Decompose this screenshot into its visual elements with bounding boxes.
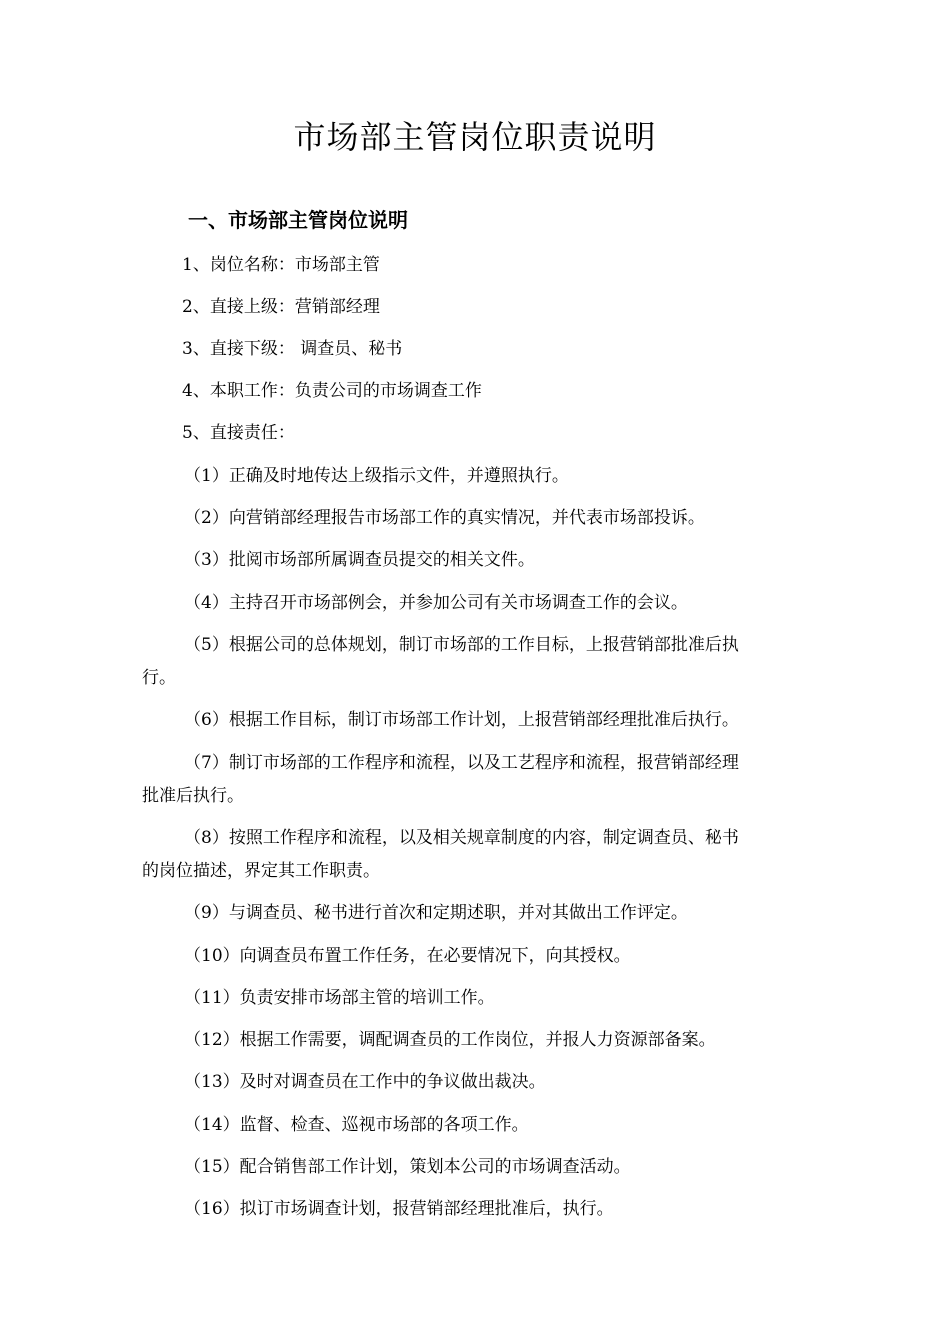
duty-item: （6）根据工作目标，制订市场部工作计划，上报营销部经理批准后执行。 bbox=[184, 710, 739, 730]
duty-item: （9）与调查员、秘书进行首次和定期述职，并对其做出工作评定。 bbox=[184, 903, 688, 923]
duty-item-continuation: 行。 bbox=[142, 668, 176, 688]
duty-item: （14）监督、检查、巡视市场部的各项工作。 bbox=[184, 1115, 529, 1135]
duty-item: （11）负责安排市场部主管的培训工作。 bbox=[184, 988, 495, 1008]
duty-item-continuation: 批准后执行。 bbox=[142, 786, 244, 806]
duty-item: （5）根据公司的总体规划，制订市场部的工作目标，上报营销部批准后执 bbox=[184, 635, 739, 655]
duty-item: （8）按照工作程序和流程，以及相关规章制度的内容，制定调查员、秘书 bbox=[184, 828, 739, 848]
duty-item: （2）向营销部经理报告市场部工作的真实情况，并代表市场部投诉。 bbox=[184, 508, 705, 528]
item-direct-subordinate: 3、直接下级： 调查员、秘书 bbox=[182, 339, 403, 359]
item-direct-superior: 2、直接上级：营销部经理 bbox=[182, 297, 380, 317]
duty-item: （7）制订市场部的工作程序和流程，以及工艺程序和流程，报营销部经理 bbox=[184, 753, 739, 773]
duty-item: （3）批阅市场部所属调查员提交的相关文件。 bbox=[184, 550, 535, 570]
duty-item: （12）根据工作需要，调配调查员的工作岗位，并报人力资源部备案。 bbox=[184, 1030, 716, 1050]
duty-item: （15）配合销售部工作计划，策划本公司的市场调查活动。 bbox=[184, 1157, 631, 1177]
item-position-name: 1、岗位名称：市场部主管 bbox=[182, 255, 380, 275]
page-title: 市场部主管岗位职责说明 bbox=[293, 118, 657, 156]
duty-item: （10）向调查员布置工作任务，在必要情况下，向其授权。 bbox=[184, 946, 631, 966]
item-main-work: 4、本职工作：负责公司的市场调查工作 bbox=[182, 381, 482, 401]
item-direct-responsibility: 5、直接责任： bbox=[182, 423, 295, 443]
duty-item: （4）主持召开市场部例会，并参加公司有关市场调查工作的会议。 bbox=[184, 593, 688, 613]
duty-item-continuation: 的岗位描述，界定其工作职责。 bbox=[142, 861, 380, 881]
duty-item: （16）拟订市场调查计划，报营销部经理批准后，执行。 bbox=[184, 1199, 614, 1219]
section-heading: 一、市场部主管岗位说明 bbox=[188, 208, 408, 232]
duty-item: （1）正确及时地传达上级指示文件，并遵照执行。 bbox=[184, 466, 569, 486]
duty-item: （13）及时对调查员在工作中的争议做出裁决。 bbox=[184, 1072, 546, 1092]
